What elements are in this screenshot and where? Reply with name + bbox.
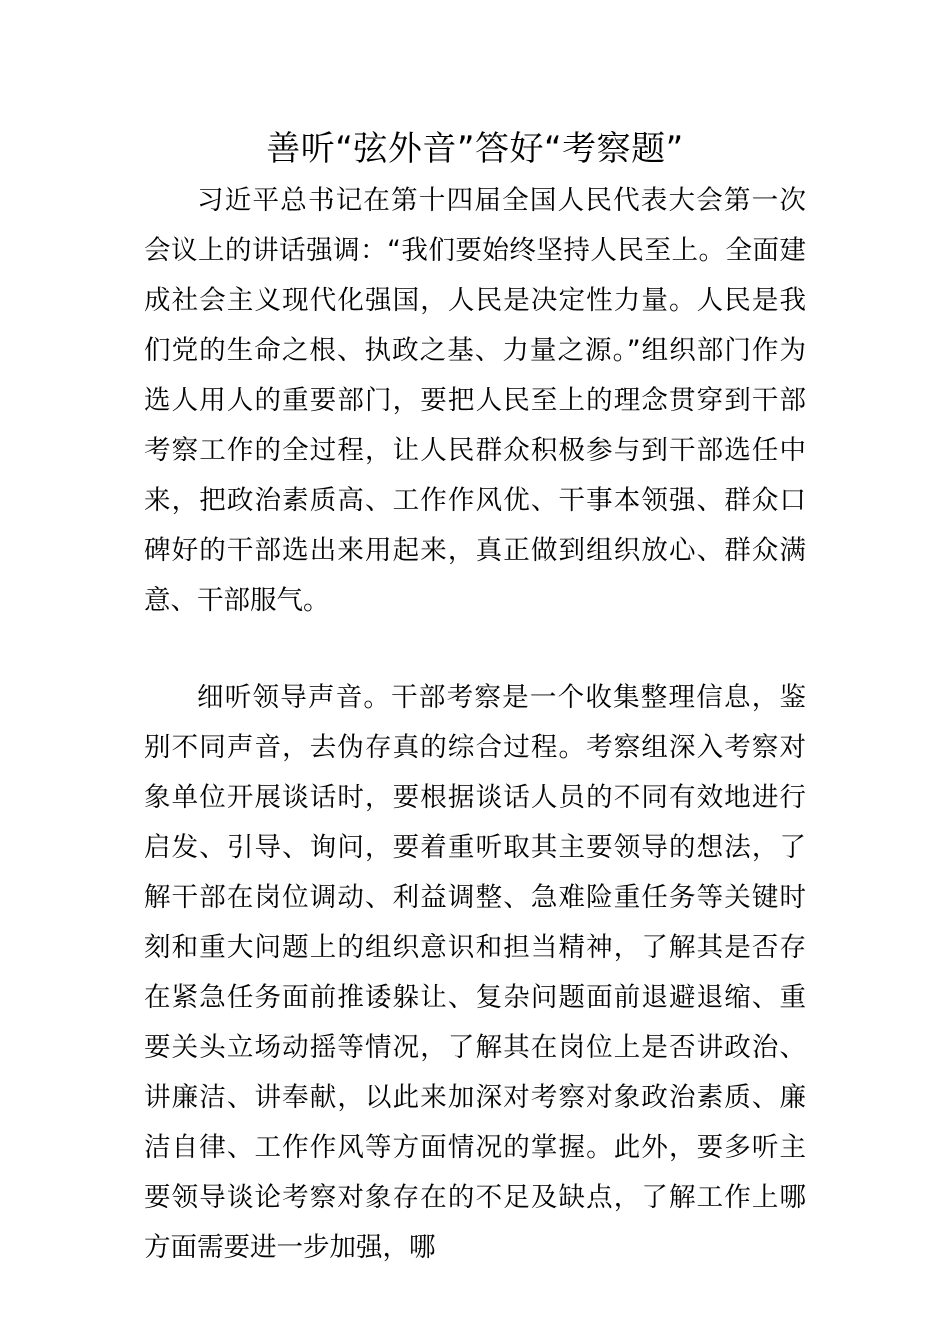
paragraph-intro: 习近平总书记在第十四届全国人民代表大会第一次会议上的讲话强调：“我们要始终坚持人民至上。全面建成社会主义现代化强国，人民是决定性力量。人民是我们党的生命之根、执政之基、力量之源。”组织部门作为选人用人的重要部门，要把人民至上的理念贯穿到干部考察工作的全过程，让人民群众积极参与到干部选任中来，把政治素质高、工作作风优、干事本领强、群众口碑好的干部选出来用起来，真正做到组织放心、群众满意、干部服气。: [144, 185, 806, 616]
paragraph-listen-leaders: 细听领导声音。干部考察是一个收集整理信息，鉴别不同声音，去伪存真的综合过程。考察组深入考察对象单位开展谈话时，要根据谈话人员的不同有效地进行启发、引导、询问，要着重听取其主要领导的想法，了解干部在岗位调动、利益调整、急难险重任务等关键时刻和重大问题上的组织意识和担当精神，了解其是否存在紧急任务面前推诿躲让、复杂问题面前退避退缩、重要关头立场动摇等情况，了解其在岗位上是否讲政治、讲廉洁、讲奉献，以此来加深对考察对象政治素质、廉洁自律、工作作风等方面情况的掌握。此外，要多听主要领导谈论考察对象存在的不足及缺点，了解工作上哪方面需要进一步加强，哪: [144, 682, 806, 1263]
document-title: 善听“弦外音”答好“考察题”: [266, 129, 684, 169]
